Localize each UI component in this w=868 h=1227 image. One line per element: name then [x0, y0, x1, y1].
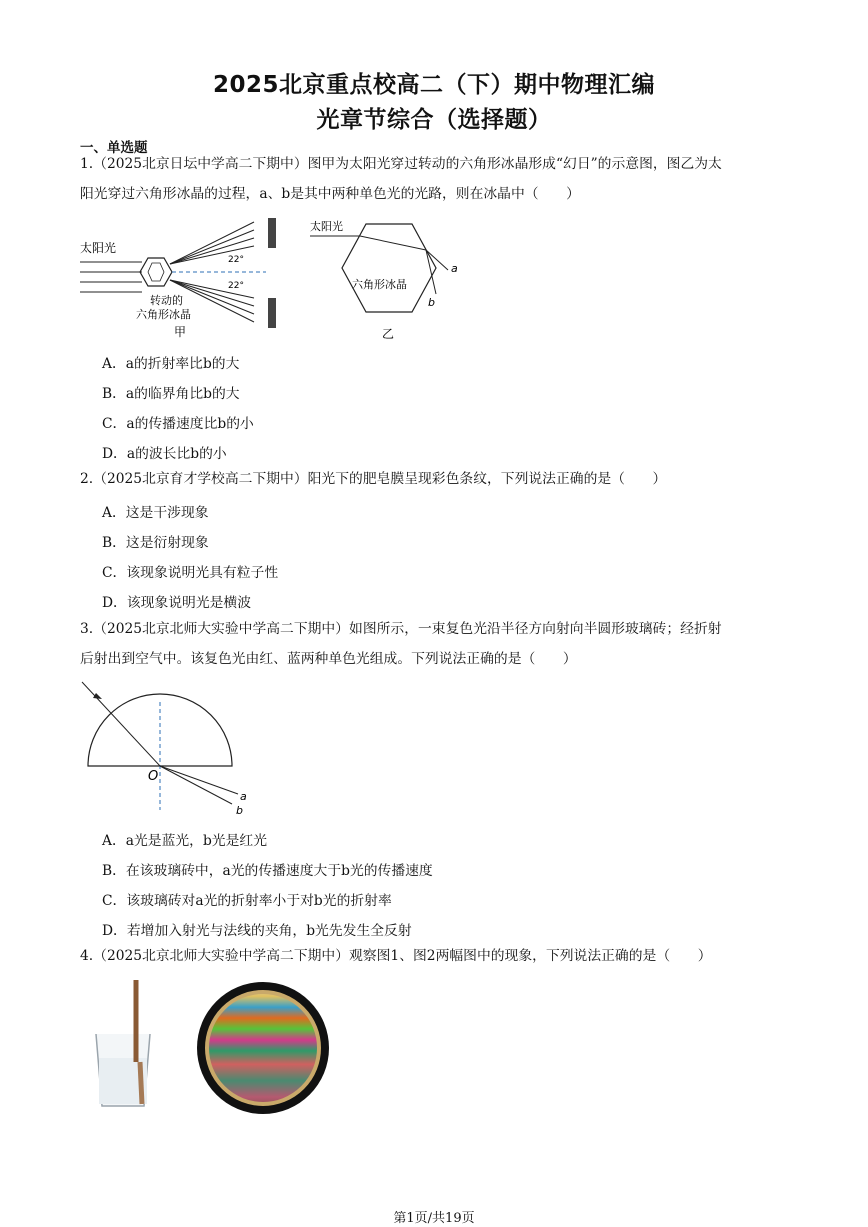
fig3-o-label: O: [148, 769, 159, 784]
q1-option-a: A．a的折射率比b的大: [102, 356, 240, 372]
q1-option-c: C．a的传播速度比b的小: [102, 416, 254, 432]
question-2-line1: 2.（2025北京育才学校高二下期中）阳光下的肥皂膜呈现彩色条纹，下列说法正确的是（ ）: [80, 471, 667, 487]
fig1-sun-label: 太阳光: [80, 241, 117, 255]
fig3-ray-a: a: [240, 790, 247, 803]
q2-option-a: A．这是干涉现象: [102, 505, 209, 521]
question-1-line2: 阳光穿过六角形冰晶的过程，a、b是其中两种单色光的光路，则在冰晶中（ ）: [80, 186, 580, 202]
fig1-angle-label: 22°: [228, 281, 244, 291]
figure-4-glass-with-rod: [90, 978, 160, 1112]
q1-option-d: D．a的波长比b的小: [102, 446, 227, 462]
figure-1-yi: [308, 216, 468, 342]
q2-option-d: D．该现象说明光是横波: [102, 595, 252, 611]
question-4-line1: 4.（2025北京北师大实验中学高二下期中）观察图1、图2两幅图中的现象，下列说法正确的是（ ）: [80, 948, 712, 964]
fig2-ray-a: a: [451, 262, 458, 275]
page-title: 2025北京重点校高二（下）期中物理汇编: [212, 72, 655, 98]
q3-option-a: A．a光是蓝光，b光是红光: [102, 833, 267, 849]
question-3-line2: 后射出到空气中。该复色光由红、蓝两种单色光组成。下列说法正确的是（ ）: [80, 651, 577, 667]
fig1-angle-label: 22°: [228, 255, 244, 265]
figure-4-soap-film: [196, 980, 330, 1116]
fig2-ray-b: b: [428, 296, 435, 309]
fig1-caption: 甲: [174, 325, 187, 339]
question-3-line1: 3.（2025北京北师大实验中学高二下期中）如图所示，一束复色光沿半径方向射向半圆形玻璃砖；经折射: [80, 621, 722, 637]
figure-1-jia: [78, 212, 288, 342]
fig3-ray-b: b: [236, 804, 243, 817]
page-number: 第1页/共19页: [393, 1211, 475, 1226]
fig2-caption: 乙: [382, 327, 395, 341]
q3-option-d: D．若增加入射光与法线的夹角，b光先发生全反射: [102, 923, 412, 939]
fig2-sun-label: 太阳光: [310, 220, 343, 233]
fig1-crystal-label: 六角形冰晶: [136, 308, 191, 321]
page-subtitle: 光章节综合（选择题）: [316, 107, 552, 133]
figure-3-semicircle: [80, 680, 260, 820]
fig1-crystal-label: 转动的: [150, 294, 183, 307]
q3-option-c: C．该玻璃砖对a光的折射率小于对b光的折射率: [102, 893, 392, 909]
section-heading: 一、单选题: [80, 140, 148, 156]
question-1-line1: 1.（2025北京日坛中学高二下期中）图甲为太阳光穿过转动的六角形冰晶形成“幻日”的示意图，图乙为太: [80, 156, 722, 172]
q2-option-b: B．这是衍射现象: [102, 535, 209, 551]
q1-option-b: B．a的临界角比b的大: [102, 386, 240, 402]
q3-option-b: B．在该玻璃砖中，a光的传播速度大于b光的传播速度: [102, 863, 433, 879]
q2-option-c: C．该现象说明光具有粒子性: [102, 565, 279, 581]
fig2-crystal-label: 六角形冰晶: [352, 278, 407, 291]
